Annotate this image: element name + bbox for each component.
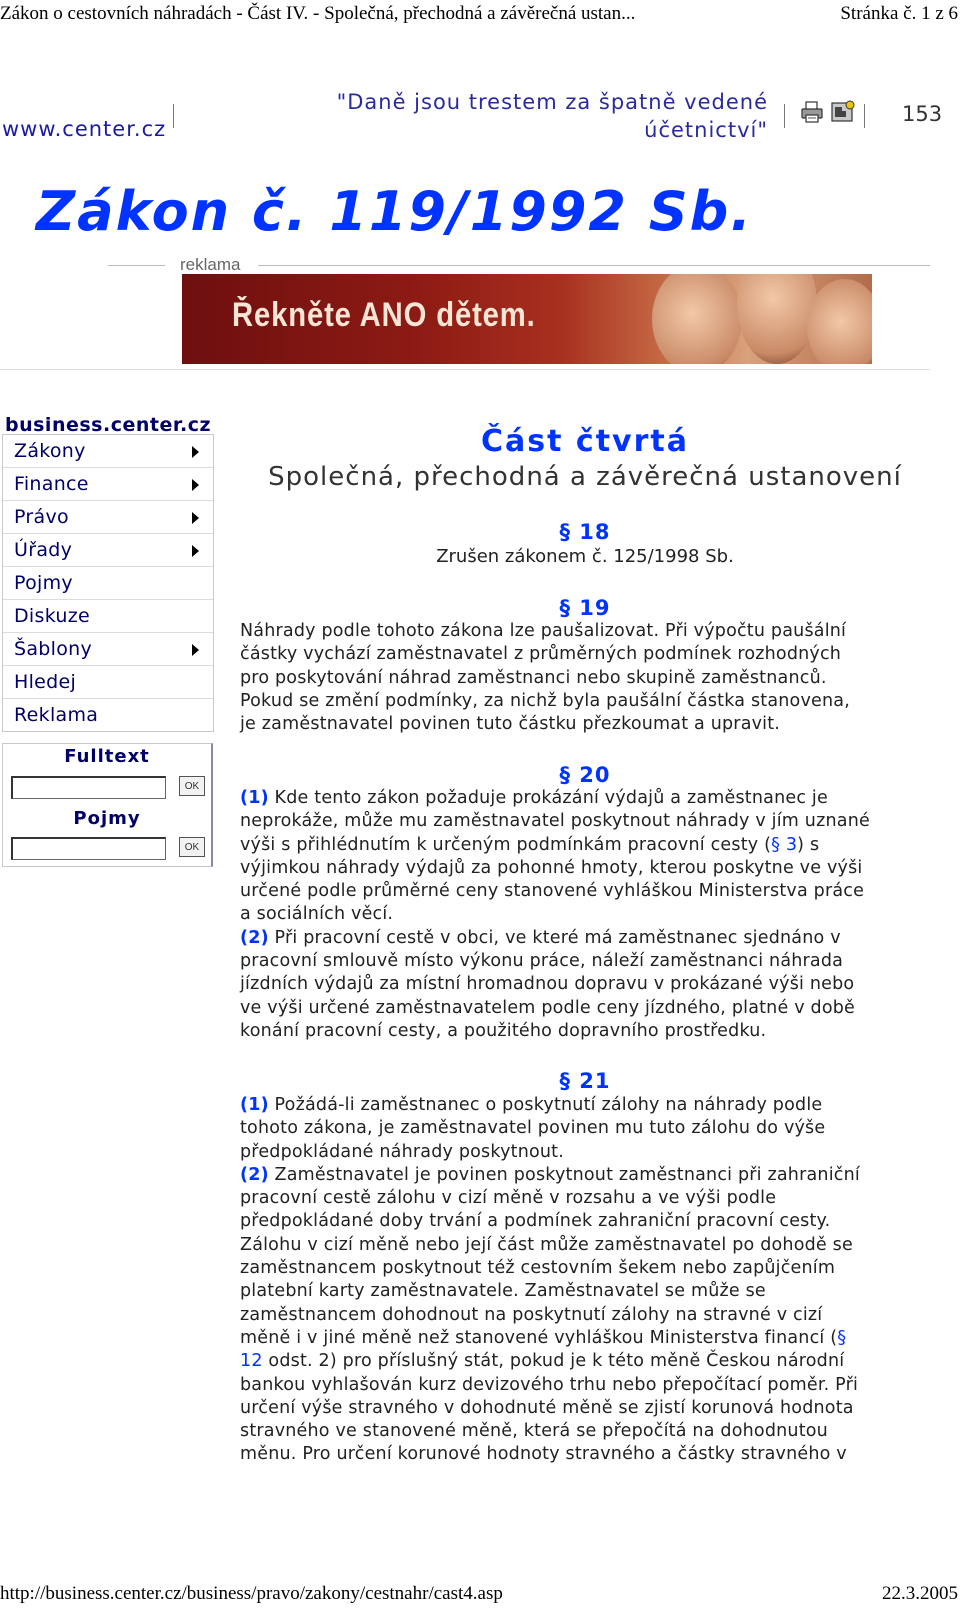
fulltext-ok-button[interactable]: OK [179, 776, 205, 796]
slogan-line-2: účetnictví" [644, 118, 768, 142]
ad-face [652, 274, 742, 364]
text-line: částky vychází zaměstnavatel z průměrných podmínek rozhodných [240, 644, 842, 665]
text-line [240, 1164, 930, 1187]
slogan [318, 88, 768, 144]
paragraph-number: (2) [240, 927, 269, 948]
section-12-link[interactable]: 12 [240, 1351, 263, 1372]
text-line: bankou vyhlašován kurz devizového trhu nebo přepočítací poměr. Při [240, 1374, 859, 1395]
print-header-page: Stránka č. 1 z 6 [840, 3, 958, 24]
section-20-text [240, 787, 930, 1043]
text-line: stravného ve stanovené měně, která se přepočítá na dohodnutou [240, 1421, 828, 1442]
fulltext-label: Fulltext [64, 746, 150, 767]
ad-face [737, 274, 817, 364]
text-span: ) s [797, 834, 820, 855]
print-footer-url: http://business.center.cz/business/pravo/zakony/cestnahr/cast4.asp [0, 1583, 503, 1604]
text-line: je zaměstnavatel povinen tuto částku přezkoumat a upravit. [240, 714, 781, 735]
puzzle-icon[interactable] [830, 99, 856, 129]
pojmy-label: Pojmy [73, 808, 141, 829]
text-span: Kde tento zákon požaduje prokázání výdajů a zaměstnanec je [274, 788, 828, 808]
text-span: výši s přihlédnutím k určeným podmínkám pracovní cesty ( [240, 834, 772, 855]
paragraph-number: (1) [240, 1095, 269, 1115]
text-span: Zaměstnavatel je povinen poskytnout zaměstnanci při zahraniční [274, 1164, 860, 1185]
print-footer-date: 22.3.2005 [882, 1583, 958, 1604]
text-line [240, 1350, 930, 1373]
text-line: výjimkou náhrady výdajů za pohonné hmoty, kterou poskytne ve výši [240, 857, 863, 878]
text-line: tohoto zákona, je zaměstnavatel povinen mu tuto zálohu do výše [240, 1118, 826, 1139]
divider [784, 104, 785, 128]
text-line [240, 1327, 930, 1350]
site-link[interactable]: www.center.cz [2, 117, 167, 141]
ad-rule-right [258, 265, 930, 266]
slogan-line-1: "Daně jsou trestem za špatně vedené [336, 90, 768, 114]
part-subtitle: Společná, přechodná a závěrečná ustanovení [268, 462, 902, 492]
section-18-heading: § 18 [559, 520, 611, 544]
text-span: odst. 2) pro příslušný stát, pokud je k této měně Českou národní [262, 1351, 845, 1372]
section-19-text [240, 620, 930, 736]
ad-rule-left [108, 265, 165, 266]
sidebar-item-urady[interactable] [3, 534, 213, 567]
search-box [2, 743, 213, 867]
page-count: 153 [902, 102, 943, 126]
text-span: Při pracovní cestě v obci, ve které má zaměstnanec sjednáno v [274, 927, 841, 948]
text-line [240, 834, 930, 857]
pojmy-ok-button[interactable]: OK [179, 837, 205, 857]
sidebar-item-pravo[interactable] [3, 501, 213, 534]
ad-banner[interactable] [182, 274, 872, 364]
sidebar-item-label: Hledej [14, 671, 77, 693]
sidebar-item-finance[interactable] [3, 468, 213, 501]
text-line: ve výši určené zaměstnavatelem podle ceny jízdného, platné v době [240, 997, 856, 1018]
sidebar-item-label: Právo [14, 506, 69, 528]
fulltext-input[interactable] [11, 776, 166, 799]
arrow-right-icon [192, 479, 199, 491]
print-header-title: Zákon o cestovních náhradách - Část IV. - Společná, přechodná a závěrečná ustan... [0, 3, 636, 24]
section-21-text [240, 1094, 930, 1467]
section-20-heading: § 20 [559, 763, 611, 787]
text-line: určení výše stravného v dohodnuté měně se zjistí korunová hodnota [240, 1397, 854, 1418]
sidebar-item-label: Diskuze [14, 605, 91, 627]
text-line: pracovní smlouvě místo výkonu práce, náleží zaměstnanci náhrada [240, 951, 844, 972]
print-header [0, 3, 960, 25]
arrow-right-icon [192, 644, 199, 656]
text-line: neprokáže, může mu zaměstnavatel poskytnout náhrady v jím uznané [240, 811, 870, 832]
printer-icon[interactable] [800, 100, 824, 128]
sidebar-item-zakony[interactable] [3, 435, 213, 468]
text-line: určené podle průměrné ceny stanovené vyhláškou Ministerstva práce [240, 881, 865, 902]
text-span: Požádá-li zaměstnanec o poskytnutí zálohy na náhrady podle [274, 1095, 823, 1115]
sidebar-item-reklama[interactable] [3, 699, 213, 731]
section-3-link[interactable]: § 3 [771, 834, 798, 855]
text-span: měně i v jiné měně než stanovené vyhláškou Ministerstva financí ( [240, 1327, 838, 1348]
text-line: Zálohu v cizí měně nebo její část může zaměstnavatel po dohodě se [240, 1234, 853, 1255]
paragraph-number: (2) [240, 1164, 269, 1185]
sidebar-item-label: Finance [14, 473, 89, 495]
print-footer [0, 1583, 960, 1605]
text-line [240, 927, 930, 950]
ad-rule-bottom [0, 369, 930, 370]
pojmy-input[interactable] [11, 837, 166, 860]
ad-label: reklama [180, 255, 241, 274]
part-title: Část čtvrtá [481, 424, 689, 459]
text-line: jízdních výdajů za místní hromadnou dopravu v prokázané výši nebo [240, 974, 855, 995]
section-12-link[interactable]: § [837, 1327, 847, 1348]
sidebar-item-label: Pojmy [14, 572, 73, 594]
arrow-right-icon [192, 512, 199, 524]
paragraph-number: (1) [240, 788, 269, 808]
sidebar-item-label: Reklama [14, 704, 99, 726]
section-18-text: Zrušen zákonem č. 125/1998 Sb. [436, 546, 734, 567]
text-line: Pokud se změní podmínky, za nichž byla paušální částka stanovena, [240, 690, 850, 711]
ad-face [807, 279, 872, 364]
law-title: Zákon č. 119/1992 Sb. [36, 180, 753, 243]
text-line [240, 1094, 930, 1117]
sidebar-item-pojmy[interactable] [3, 567, 213, 600]
sidebar-item-label: Zákony [14, 440, 86, 462]
text-line: pracovní cestě zálohu v cizí měně v rozsahu a ve výši podle [240, 1188, 777, 1209]
text-line: Náhrady podle tohoto zákona lze paušalizovat. Při výpočtu paušální [240, 621, 847, 641]
sidebar-item-diskuze[interactable] [3, 600, 213, 633]
text-line: zaměstnancem dohodnout na poskytnutí zálohy na stravné v cizí [240, 1304, 823, 1325]
divider [864, 104, 865, 128]
sidebar-brand[interactable]: business.center.cz [5, 414, 212, 436]
text-line: platební karty zaměstnavatele. Zaměstnavatel se může se [240, 1281, 766, 1302]
section-19-heading: § 19 [559, 596, 611, 620]
sidebar-item-label: Šablony [14, 638, 93, 660]
sidebar-item-sablony[interactable] [3, 633, 213, 666]
sidebar-item-hledej[interactable] [3, 666, 213, 699]
text-line: předpokládané doby trvání a podmínek zahraniční pracovní cesty. [240, 1211, 831, 1232]
section-21-heading: § 21 [559, 1069, 611, 1093]
sidebar-item-label: Úřady [14, 539, 73, 561]
text-line: zaměstnancem poskytnout též cestovním šekem nebo zapůjčením [240, 1258, 836, 1279]
text-line: předpokládané náhrady poskytnout. [240, 1141, 565, 1162]
text-line: pro poskytování náhrad zaměstnanci nebo skupině zaměstnanců. [240, 667, 827, 688]
text-line: konání pracovní cesty, a použitého dopravního prostředku. [240, 1020, 767, 1041]
text-line [240, 787, 930, 810]
sidebar-menu [2, 434, 214, 732]
text-line: a sociálních věcí. [240, 904, 394, 925]
arrow-right-icon [192, 545, 199, 557]
text-line: měnu. Pro určení korunové hodnoty stravného a částky stravného v [240, 1444, 847, 1465]
ad-text: Řekněte ANO dětem. [232, 296, 536, 334]
arrow-right-icon [192, 446, 199, 458]
divider [173, 104, 174, 128]
